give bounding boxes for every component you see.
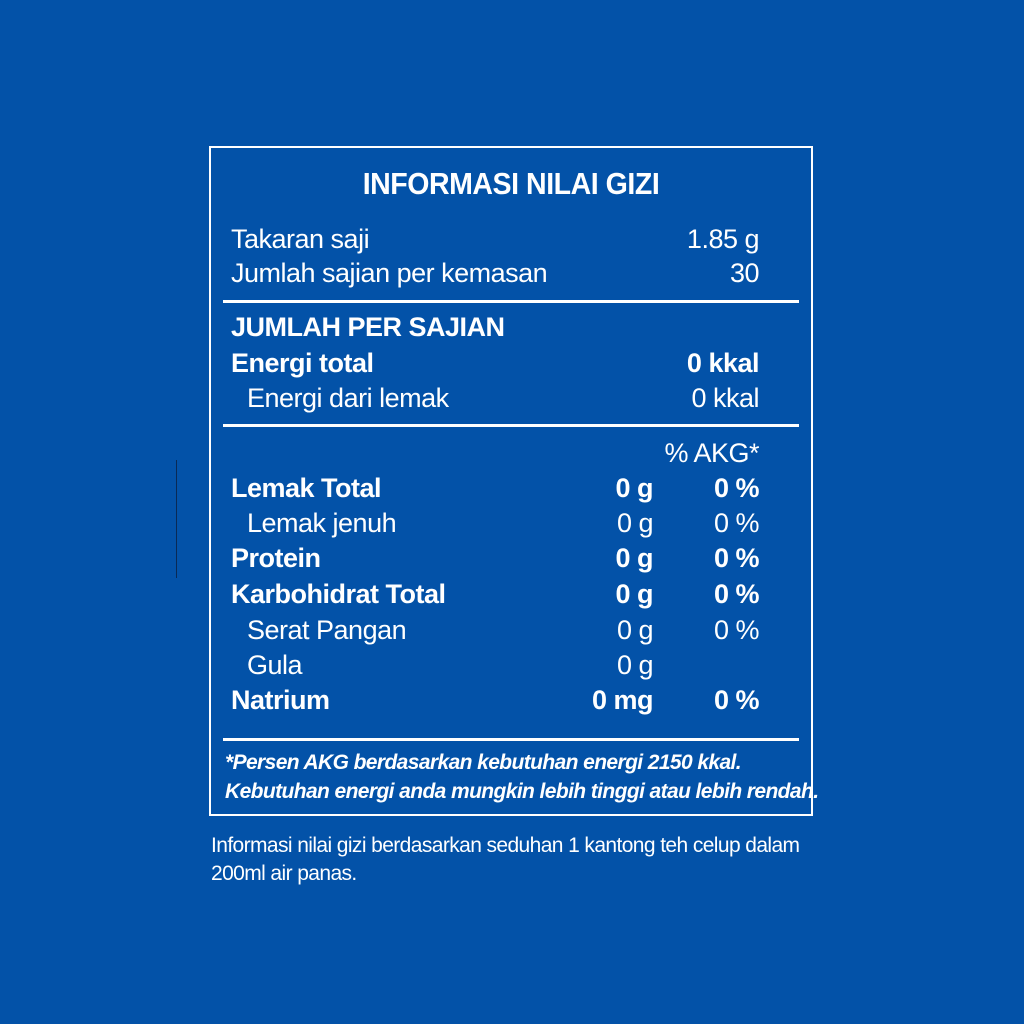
nutrient-percent: 0 % (713, 473, 759, 503)
nutrient-row-carbohydrate (231, 577, 759, 611)
serving-size-label: Takaran saji (231, 224, 370, 254)
energy-from-fat-row (231, 381, 759, 415)
nutrient-row-saturated-fat (231, 506, 759, 540)
energy-from-fat-label: Energi dari lemak (247, 383, 449, 413)
preparation-note: Informasi nilai gizi berdasarkan seduhan 1 kantong teh celup dalam 200ml air panas. (211, 834, 800, 885)
panel-title: INFORMASI NILAI GIZI (362, 166, 660, 201)
nutrient-label: Protein (231, 543, 321, 573)
nutrient-row-sodium (231, 683, 759, 717)
akg-heading: % AKG* (664, 438, 759, 468)
nutrient-percent: 0 % (713, 615, 759, 645)
nutrient-amount: 0 g (615, 579, 653, 609)
nutrient-row-sugar (231, 648, 759, 682)
nutrient-percent: 0 % (713, 579, 759, 609)
nutrient-label: Serat Pangan (247, 615, 407, 645)
nutrition-facts-panel (209, 146, 819, 816)
nutrient-amount: 0 g (616, 650, 653, 680)
nutrient-label: Natrium (231, 685, 330, 715)
nutrient-percent: 0 % (713, 508, 759, 538)
nutrient-amount: 0 g (616, 508, 653, 538)
serving-size-row (231, 222, 759, 256)
nutrient-label: Lemak jenuh (247, 508, 397, 538)
nutrient-percent: 0 % (713, 685, 759, 715)
per-serving-heading-row (231, 310, 759, 344)
edge-artifact-line (176, 460, 177, 578)
servings-per-pack-label: Jumlah sajian per kemasan (231, 258, 548, 288)
energy-total-label: Energi total (231, 348, 374, 378)
servings-per-pack-row (231, 256, 759, 290)
nutrient-amount: 0 g (615, 543, 653, 573)
nutrient-row-fiber (231, 613, 759, 647)
per-serving-heading: JUMLAH PER SAJIAN (231, 312, 505, 342)
section-divider (223, 300, 799, 303)
akg-footnote-line-2: Kebutuhan energi anda mungkin lebih tinggi atau lebih rendah. (225, 780, 819, 803)
akg-heading-row (231, 436, 759, 470)
nutrient-amount: 0 mg (591, 685, 653, 715)
nutrient-percent: 0 % (713, 543, 759, 573)
nutrient-label: Gula (247, 650, 303, 680)
serving-size-value: 1.85 g (686, 224, 759, 254)
energy-from-fat-value: 0 kkal (691, 383, 759, 413)
akg-footnote-line-1: *Persen AKG berdasarkan kebutuhan energi 2150 kkal. (225, 751, 742, 774)
energy-total-value: 0 kkal (686, 348, 759, 378)
nutrient-label: Karbohidrat Total (231, 579, 446, 609)
nutrient-row-protein (231, 541, 759, 575)
nutrient-label: Lemak Total (231, 473, 382, 503)
energy-total-row (231, 346, 759, 380)
section-divider (223, 738, 799, 741)
nutrient-amount: 0 g (615, 473, 653, 503)
section-divider (223, 424, 799, 427)
servings-per-pack-value: 30 (729, 258, 759, 288)
nutrient-amount: 0 g (616, 615, 653, 645)
nutrient-row-total-fat (231, 471, 759, 505)
